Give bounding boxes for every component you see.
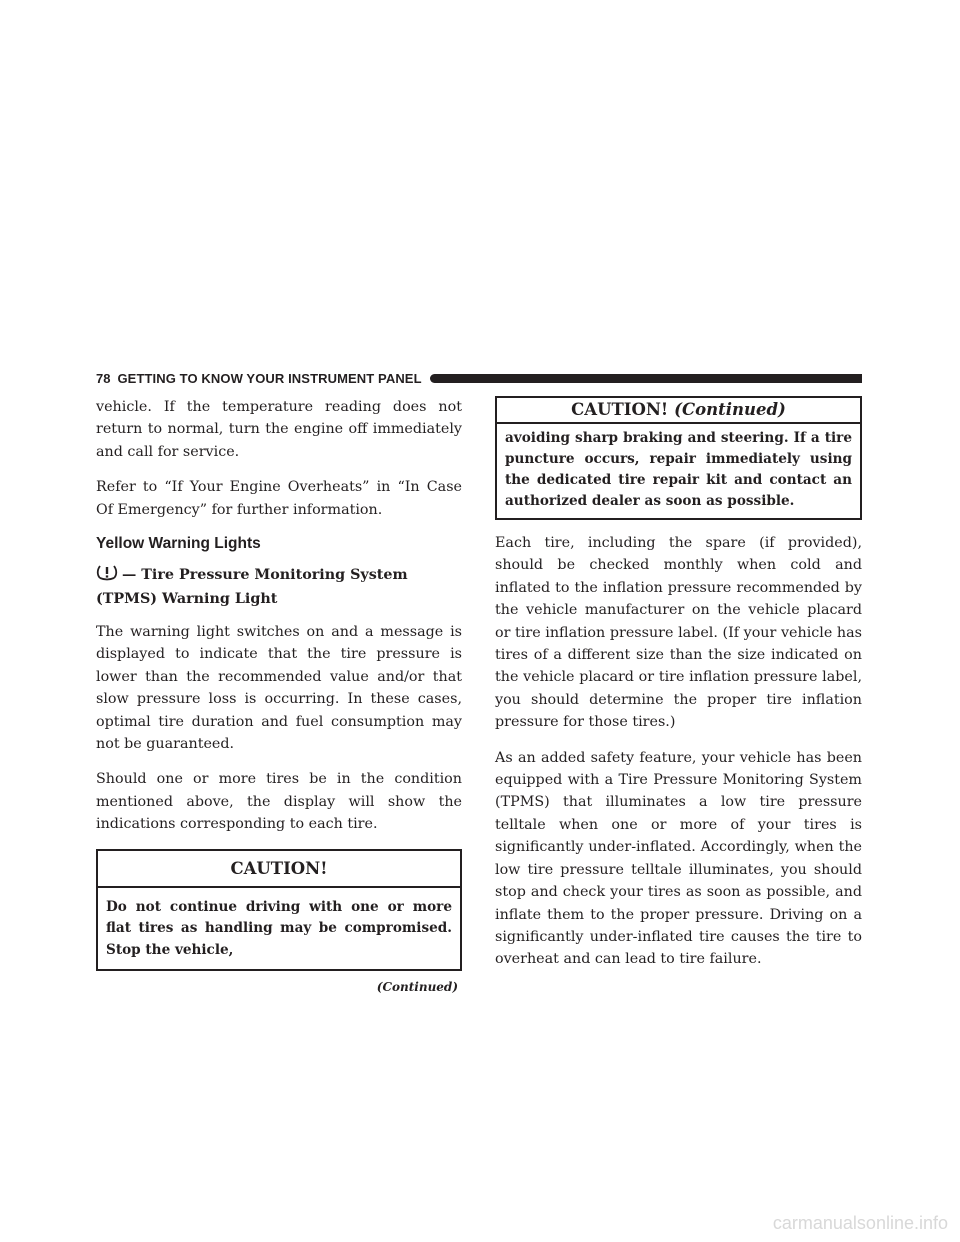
tpms-subheading (96, 564, 462, 610)
page-number: 78 (96, 370, 111, 386)
right-column (495, 396, 862, 984)
caution-title: CAUTION! (98, 851, 460, 888)
paragraph-overheat-reference: Refer to “If Your Engine Overheats” in “In Case Of Emergency” for further information. (96, 479, 462, 518)
paragraph-tpms-safety: As an added safety feature, your vehicle has been equipped with a Tire Pressure Monitoring System (TPMS) that illuminates a low tire pressure telltale when one or more of your tires is significantly under-inflated. Accordingly, when the low tire pressure telltale illuminates, you should stop and check your tires as soon as possible, and inflate them to the proper pressure. Driving on a significantly under-inflated tire causes the tire to overheat and can lead to tire failure. (495, 749, 862, 968)
caution-box (96, 849, 462, 972)
paragraph-overheat-continued: vehicle. If the temperature reading does not return to normal, turn the engine off immediately and call for service. (96, 399, 462, 460)
watermark: carmanualsonline.info (772, 1213, 948, 1233)
paragraph-tpms-description: The warning light switches on and a message is displayed to indicate that the tire pressure is lower than the recommended value and/or that slow pressure loss is occurring. In these cases, optimal tire duration and fuel consumption may not be guaranteed. (96, 624, 462, 753)
caution-title-suffix: (Continued) (674, 400, 786, 419)
caution-title-continued (497, 398, 860, 424)
caution-title-label: CAUTION! (571, 400, 669, 419)
paragraph-tpms-display: Should one or more tires be in the condition mentioned above, the display will show the indications corresponding to each tire. (96, 771, 462, 833)
caution-text: Do not continue driving with one or more flat tires as handling may be compromised. Stop the vehicle, (106, 898, 452, 958)
continued-note: (Continued) (376, 980, 458, 995)
tire-pressure-warning-icon (96, 565, 118, 588)
tpms-subheading-text: — Tire Pressure Monitoring System (TPMS) Warning Light (96, 567, 408, 608)
paragraph-tire-check: Each tire, including the spare (if provided), should be checked monthly when cold and inflated to the inflation pressure recommended by the vehicle manufacturer on the vehicle placard or tire inflation pressure label. (If your vehicle has tires of a different size than the size indicated on the vehicle placard or tire inflation pressure label, you should determine the proper tire inflation pressure for those tires.) (495, 535, 862, 731)
header-rule (430, 374, 862, 383)
caution-box-continued (495, 396, 862, 520)
page-header (96, 369, 862, 387)
caution-text-continued: avoiding sharp braking and steering. If a tire puncture occurs, repair immediately using the dedicated tire repair kit and contact an authorized dealer as soon as possible. (505, 430, 852, 509)
section-title: GETTING TO KNOW YOUR INSTRUMENT PANEL (117, 370, 422, 386)
left-column (96, 396, 462, 994)
section-heading-yellow-warning-lights: Yellow Warning Lights (96, 535, 261, 553)
